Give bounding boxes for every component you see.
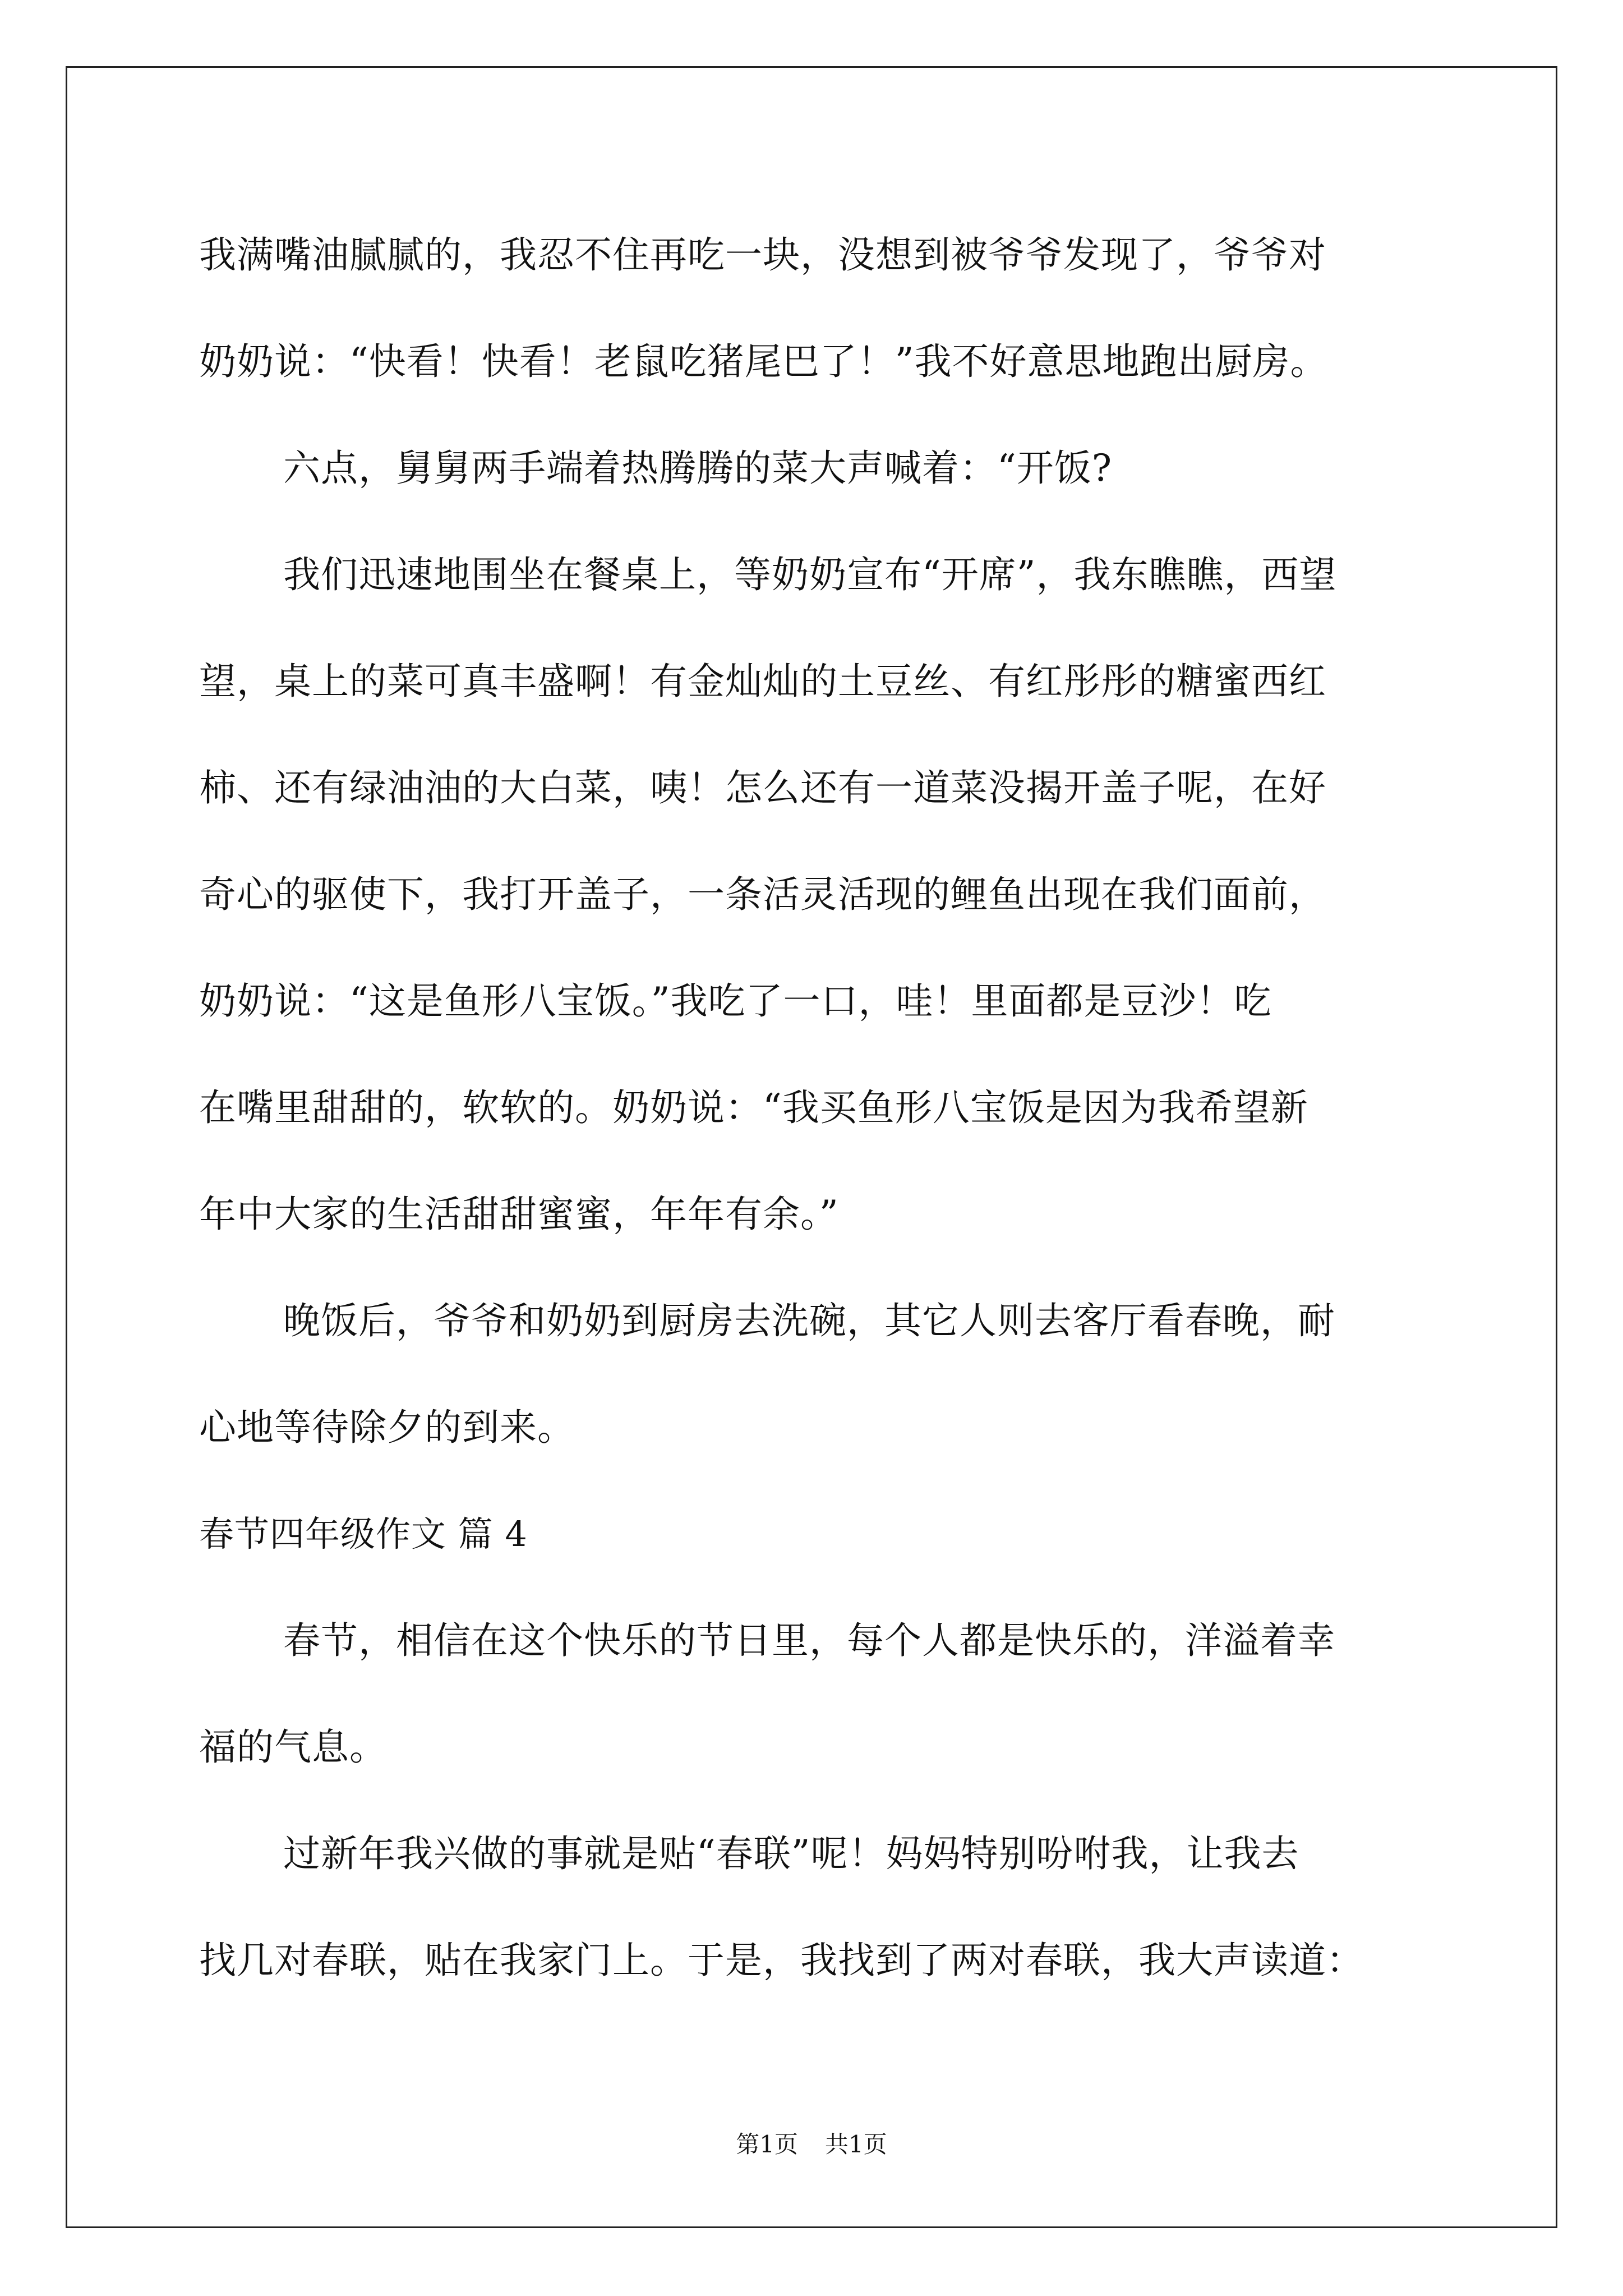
paragraph-start: 春节，相信在这个快乐的节日里，每个人都是快乐的，洋溢着幸: [283, 1619, 1335, 1662]
page-total: 共1页: [825, 2131, 887, 2158]
document-body: [199, 202, 1455, 2014]
paragraph-start: 晚饭后，爷爷和奶奶到厨房去洗碗，其它人则去客厅看春晚，耐: [283, 1299, 1335, 1342]
paragraph-start: 过新年我兴做的事就是贴“春联”呢！妈妈特别吩咐我，让我去: [283, 1832, 1299, 1875]
text-line: 奶奶说：“快看！快看！老鼠吃猪尾巴了！”我不好意思地跑出厨房。: [199, 340, 1328, 383]
paragraph-start: 六点，舅舅两手端着热腾腾的菜大声喊着：“开饭?: [283, 447, 1113, 490]
text-line: 奶奶说：“这是鱼形八宝饭。”我吃了一口，哇！里面都是豆沙！吃: [199, 979, 1272, 1023]
text-line: 年中大家的生活甜甜蜜蜜，年年有余。”: [199, 1193, 839, 1236]
text-line: 心地等待除夕的到来。: [199, 1406, 575, 1449]
text-line: 我满嘴油腻腻的，我忍不住再吃一块，没想到被爷爷发现了，爷爷对: [199, 233, 1326, 277]
page-number: 第1页: [736, 2131, 798, 2158]
text-line: 奇心的驱使下，我打开盖子，一条活灵活现的鲤鱼出现在我们面前，: [199, 873, 1326, 916]
text-line: 在嘴里甜甜的，软软的。奶奶说：“我买鱼形八宝饭是因为我希望新: [199, 1086, 1308, 1129]
text-line: 望，桌上的菜可真丰盛啊！有金灿灿的土豆丝、有红彤彤的糖蜜西红: [199, 660, 1326, 703]
text-line: 找几对春联，贴在我家门上。于是，我找到了两对春联，我大声读道：: [199, 1939, 1364, 1982]
paragraph-start: 我们迅速地围坐在餐桌上，等奶奶宣布“开席”，我东瞧瞧，西望: [283, 553, 1337, 596]
text-line: 柿、还有绿油油的大白菜，咦！怎么还有一道菜没揭开盖子呢，在好: [199, 766, 1326, 809]
text-line: 福的气息。: [199, 1726, 387, 1769]
page-footer: [0, 2126, 1623, 2160]
section-heading: 春节四年级作文 篇 4: [199, 1513, 528, 1554]
